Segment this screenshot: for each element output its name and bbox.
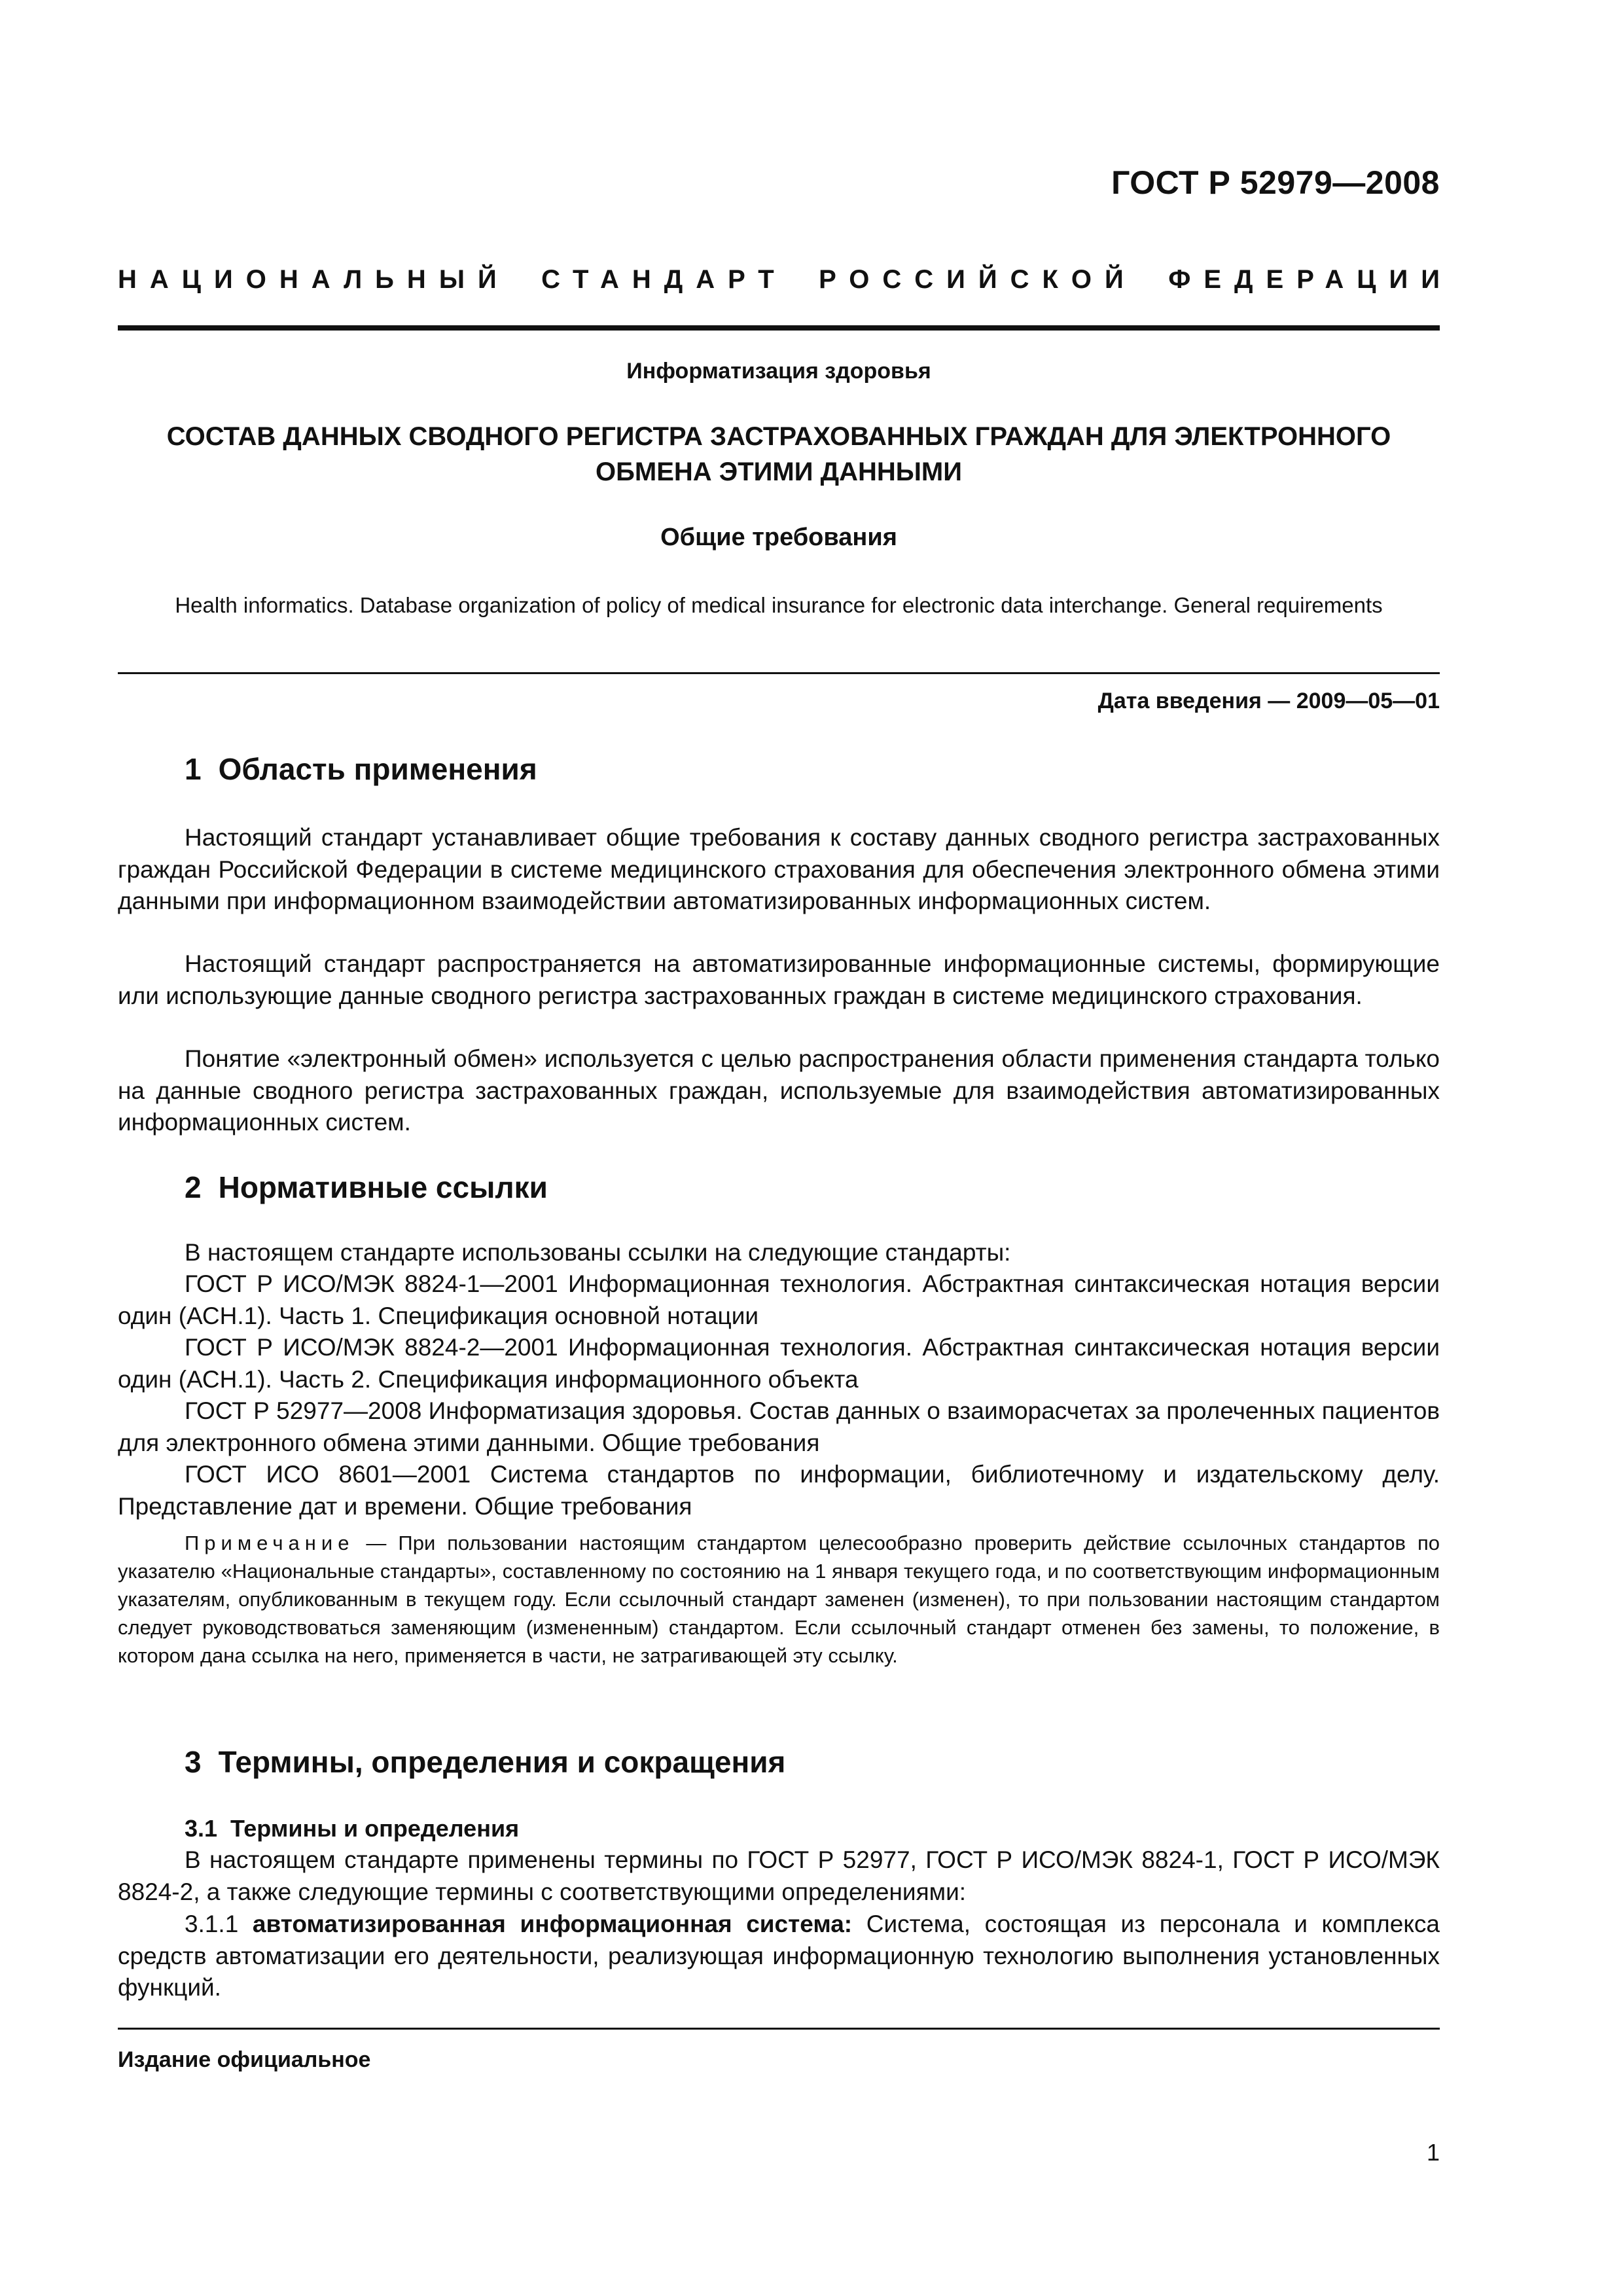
term-text: Система, состоящая из персонала и комплекса средств автоматизации его деятельности, реализующая информационную технологию выполнения установленных функций.	[118, 1910, 1440, 2001]
official-edition-label: Издание официальное	[118, 2047, 371, 2072]
introduction-date: Дата введения — 2009—05—01	[1097, 689, 1440, 713]
note-label: Примечание	[185, 1532, 355, 1554]
reference-item: ГОСТ ИСО 8601—2001 Система стандартов по информации, библиотечному и издательскому делу. Представление дат и времени. Общие требования	[118, 1461, 1440, 1520]
reference-item: ГОСТ Р ИСО/МЭК 8824-1—2001 Информационная технология. Абстрактная синтаксическая нотация версии один (АСН.1). Часть 1. Спецификация основной нотации	[118, 1270, 1440, 1329]
section-title: Нормативные ссылки	[218, 1170, 548, 1204]
section-title: Термины, определения и сокращения	[218, 1745, 786, 1779]
title-rule	[118, 672, 1440, 674]
paragraph: В настоящем стандарте использованы ссылки на следующие стандарты:	[185, 1239, 1011, 1266]
document-subtitle: Общие требования	[660, 524, 897, 551]
document-title: СОСТАВ ДАННЫХ СВОДНОГО РЕГИСТРА ЗАСТРАХОВАННЫХ ГРАЖДАН ДЛЯ ЭЛЕКТРОННОГО ОБМЕНА ЭТИМИ ДАННЫМИ	[166, 422, 1391, 486]
page-number: 1	[1426, 2139, 1440, 2166]
english-title: Health informatics. Database organization of policy of medical insurance for electronic data interchange. General requirements	[175, 593, 1383, 617]
section-number: 2	[185, 1170, 202, 1204]
term-number: 3.1.1	[185, 1910, 239, 1937]
note	[118, 1529, 1440, 1670]
subsection-title: Термины и определения	[230, 1815, 520, 1842]
term-definition	[118, 1909, 1440, 2004]
paragraph: Настоящий стандарт устанавливает общие требования к составу данных сводного регистра застрахованных граждан Российской Федерации в системе медицинского страхования для обеспечения электронного обмена этими данными при информационном взаимодействии автоматизированных информационных систем.	[118, 824, 1440, 914]
banner-word: СТАНДАРТ	[541, 265, 787, 294]
section-number: 1	[185, 752, 202, 786]
subsection-3-1-heading	[185, 1815, 519, 1842]
paragraph: В настоящем стандарте применены термины по ГОСТ Р 52977, ГОСТ Р ИСО/МЭК 8824-1, ГОСТ Р ИСО/МЭК 8824-2, а также следующие термины с соответствующими определениями:	[118, 1846, 1440, 1905]
section-title: Область применения	[218, 752, 537, 786]
section-1-heading	[185, 751, 537, 787]
national-standard-banner	[118, 265, 1453, 295]
note-text: — При пользовании настоящим стандартом целесообразно проверить действие ссылочных стандартов по указателю «Национальные стандарты», составленному по состоянию на 1 января текущего года, и по соответствующим информационным указателям, опубликованным в текущем году. Если ссылочный стандарт заменен (изменен), то при пользовании настоящим стандартом следует руководствоваться заменяющим (измененным) стандартом. Если ссылочный стандарт отменен без замены, то положение, в котором дана ссылка на него, применяется в части, не затрагивающей эту ссылку.	[118, 1532, 1440, 1667]
header-rule	[118, 325, 1440, 331]
section-number: 3	[185, 1745, 202, 1779]
footer-rule	[118, 2028, 1440, 2030]
subject-heading: Информатизация здоровья	[626, 359, 931, 384]
reference-item: ГОСТ Р 52977—2008 Информатизация здоровья. Состав данных о взаиморасчетах за пролеченных пациентов для электронного обмена этими данными. Общие требования	[118, 1397, 1440, 1456]
term-name: автоматизированная информационная система:	[252, 1910, 853, 1937]
paragraph: Понятие «электронный обмен» используется с целью распространения области применения стандарта только на данные сводного регистра застрахованных граждан, используемые для взаимодействия автоматизированных информационных систем.	[118, 1045, 1440, 1136]
section-3-heading	[185, 1744, 785, 1780]
document-number: ГОСТ Р 52979—2008	[1111, 164, 1440, 201]
section-2-heading	[185, 1170, 548, 1205]
banner-word: РОССИЙСКОЙ	[819, 265, 1137, 294]
reference-item: ГОСТ Р ИСО/МЭК 8824-2—2001 Информационная технология. Абстрактная синтаксическая нотация версии один (АСН.1). Часть 2. Спецификация информационного объекта	[118, 1334, 1440, 1393]
banner-word: НАЦИОНАЛЬНЫЙ	[118, 265, 510, 294]
subsection-number: 3.1	[185, 1815, 218, 1842]
paragraph: Настоящий стандарт распространяется на автоматизированные информационные системы, формирующие или использующие данные сводного регистра застрахованных граждан в системе медицинского страхования.	[118, 950, 1440, 1009]
banner-word: ФЕДЕРАЦИИ	[1168, 265, 1453, 294]
